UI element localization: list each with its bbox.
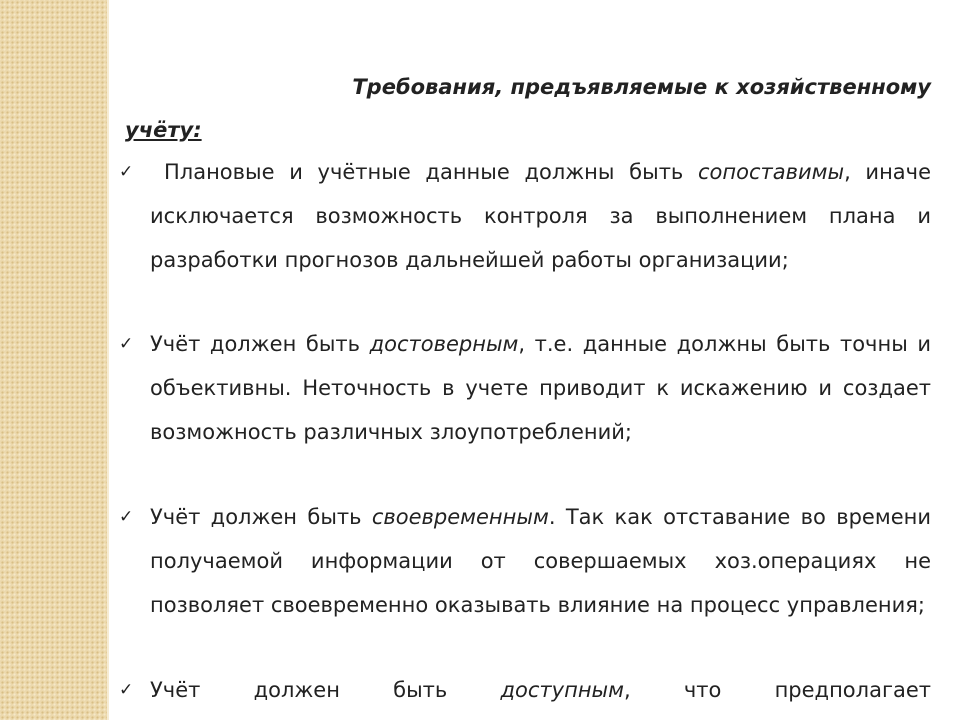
check-mark-icon: ✓ xyxy=(119,334,134,354)
slide-title-text-1: Требования, предъявляемые к хозяйственному xyxy=(352,75,931,99)
bullet-item-4 xyxy=(150,668,931,712)
bullet-item-1 xyxy=(150,150,931,282)
bullet-2-emphasis: достоверным xyxy=(369,332,519,356)
bullet-1-text: Плановые и учётные данные должны быть xyxy=(164,160,698,184)
bullet-3-text: Учёт должен быть xyxy=(150,505,372,529)
bullet-2-text-rest: , т.е. данные должны быть точны и объективны. Неточность в учете приводит к искажению и создает возможность различных злоупотреблений; xyxy=(150,332,932,444)
bullet-3-text-rest: . Так как отставание во времени получаемой информации от совершаемых хоз.операциях не позволяет своевременно оказывать влияние на процесс управления; xyxy=(150,505,931,617)
check-mark-icon: ✓ xyxy=(119,680,134,700)
bullet-item-2 xyxy=(150,322,931,454)
slide-title-line-1 xyxy=(166,73,931,101)
check-mark-icon: ✓ xyxy=(119,507,134,527)
bullet-1-emphasis: сопоставимы xyxy=(697,160,845,184)
bullet-4-text: Учёт должен быть xyxy=(150,678,501,702)
side-strip-edge xyxy=(107,0,109,720)
bullet-4-emphasis: доступным xyxy=(500,678,624,702)
check-mark-icon: ✓ xyxy=(119,162,134,182)
slide-title-line-2 xyxy=(120,116,202,144)
slide-title-text-2: учёту: xyxy=(125,118,202,142)
bullet-3-emphasis: своевременным xyxy=(371,505,549,529)
bullet-4-text-rest: , что предполагает xyxy=(623,678,932,702)
decorative-side-strip xyxy=(0,0,107,720)
bullet-item-3 xyxy=(150,495,931,627)
bullet-1-text-rest: , иначе исключается возможность контроля за выполнением плана и разработки прогнозов дальнейшей работы организации; xyxy=(150,160,931,272)
bullet-2-text: Учёт должен быть xyxy=(150,332,370,356)
